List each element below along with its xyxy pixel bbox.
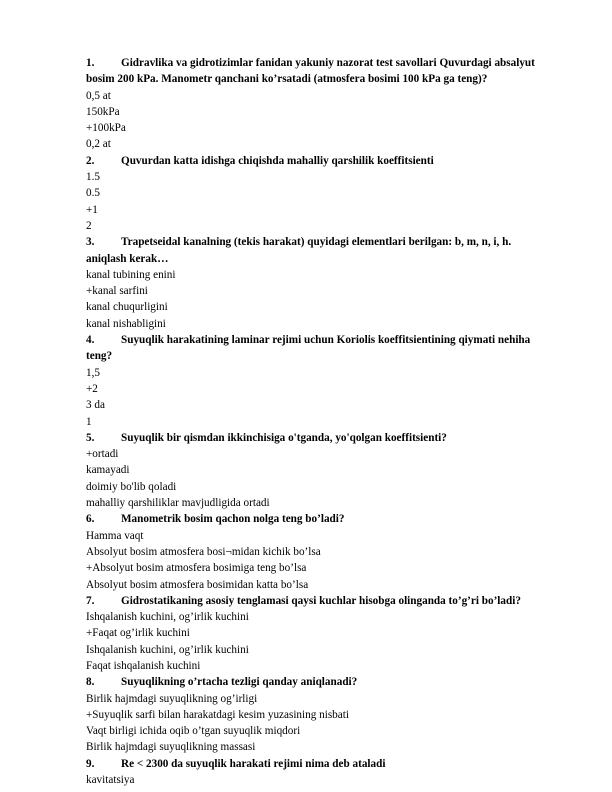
- answer-option: mahalliy qarshiliklar mavjudligida ortadi: [86, 497, 270, 510]
- answer-option: +1: [86, 203, 98, 216]
- question-text: [86, 153, 571, 169]
- question-text: [86, 674, 571, 690]
- answer-option: Absolyut bosim atmosfera bosi¬midan kichik bo’lsa: [86, 545, 321, 558]
- answer-option: 0.5: [86, 187, 100, 200]
- answer-option: Hamma vaqt: [86, 529, 144, 542]
- answer-option: 0,2 at: [86, 138, 111, 151]
- question-text-line1: Gidravlika va gidrotizimlar fanidan yakuniy nazorat test savollari Quvurdagi absalyut: [121, 57, 535, 69]
- answer-option: +Suyuqlik sarfi bilan harakatdagi kesim yuzasining nisbati: [86, 708, 349, 721]
- question-text: [86, 593, 571, 609]
- answer-option: 0,5 at: [86, 89, 111, 102]
- question-block: [86, 674, 571, 755]
- question-text: [86, 55, 571, 88]
- question-text-line1: Gidrostatikaning asosiy tenglamasi qaysi kuchlar hisobga olinganda to’g’ri bo’ladi?: [121, 594, 521, 607]
- answer-option: +kanal sarfini: [86, 285, 148, 298]
- answer-option: +100kPa: [86, 122, 126, 135]
- question-block: [86, 55, 571, 153]
- question-text-line1: Suyuqlikning o’rtacha tezligi qanday aniqlanadi?: [121, 676, 358, 689]
- question-number: 5.: [86, 431, 95, 444]
- question-text-line1: Manometrik bosim qachon nolga teng bo’ladi?: [121, 513, 345, 526]
- answer-option: doimiy bo'lib qoladi: [86, 480, 177, 493]
- answer-option: kanal nishabligini: [86, 317, 166, 330]
- question-number: 3.: [86, 236, 95, 249]
- question-text-line1: Trapetseidal kanalning (tekis harakat) quyidagi elementlari berilgan: b, m, n, i, h.: [121, 236, 512, 249]
- question-block: [86, 332, 571, 430]
- answer-option: +2: [86, 382, 98, 395]
- question-number: 9.: [86, 757, 95, 770]
- answer-option: +Faqat og’irlik kuchini: [86, 627, 190, 640]
- question-number: 1.: [86, 57, 95, 69]
- answer-option: kanal chuqurligini: [86, 301, 168, 314]
- answer-option: 2: [86, 219, 92, 232]
- question-text: [86, 430, 571, 446]
- answer-option: 1: [86, 415, 92, 428]
- question-block: [86, 756, 571, 789]
- answer-option: Absolyut bosim atmosfera bosimidan katta bo’lsa: [86, 578, 309, 591]
- question-block: [86, 153, 571, 234]
- answer-option: 150kPa: [86, 105, 120, 118]
- question-text-line1: Re < 2300 da suyuqlik harakati rejimi nima deb ataladi: [121, 757, 386, 770]
- question-number: 7.: [86, 594, 95, 607]
- answer-option: 1,5: [86, 366, 100, 379]
- question-list: [86, 55, 571, 788]
- answer-option: Vaqt birligi ichida oqib o’tgan suyuqlik miqdori: [86, 725, 301, 738]
- answer-option: Ishqalanish kuchini, og’irlik kuchini: [86, 643, 249, 656]
- answer-option: Birlik hajmdagi suyuqlikning og’irligi: [86, 692, 258, 705]
- question-text-line2: teng?: [86, 350, 113, 363]
- question-number: 2.: [86, 154, 95, 167]
- question-text-line1: Quvurdan katta idishga chiqishda mahalliy qarshilik koeffitsienti: [121, 154, 434, 167]
- question-number: 8.: [86, 676, 95, 689]
- answer-option: Faqat ishqalanish kuchini: [86, 659, 201, 672]
- question-text: [86, 332, 571, 365]
- answer-option: Ishqalanish kuchini, og’irlik kuchini: [86, 611, 249, 624]
- question-block: [86, 511, 571, 592]
- answer-option: kanal tubining enini: [86, 268, 176, 281]
- answer-option: +Absolyut bosim atmosfera bosimiga teng bo’lsa: [86, 562, 307, 575]
- question-text-line2: bosim 200 kPa. Manometr qanchani ko’rsatadi (atmosfera bosimi 100 kPa ga teng)?: [86, 73, 488, 86]
- question-text: [86, 756, 571, 772]
- answer-option: kavitatsiya: [86, 774, 135, 787]
- question-number: 6.: [86, 513, 95, 526]
- question-text: [86, 234, 571, 267]
- question-block: [86, 430, 571, 511]
- question-text: [86, 511, 571, 527]
- question-text-line1: Suyuqlik bir qismdan ikkinchisiga o'tganda, yo'qolgan koeffitsienti?: [121, 431, 447, 444]
- question-block: [86, 593, 571, 674]
- answer-option: Birlik hajmdagi suyuqlikning massasi: [86, 741, 256, 754]
- answer-option: 3 da: [86, 399, 105, 412]
- answer-option: +ortadi: [86, 448, 119, 461]
- question-text-line1: Suyuqlik harakatining laminar rejimi uchun Koriolis koeffitsientining qiymati nehiha: [121, 334, 531, 347]
- question-text-line2: aniqlash kerak…: [86, 252, 169, 265]
- question-number: 4.: [86, 334, 95, 347]
- answer-option: 1.5: [86, 171, 100, 184]
- answer-option: kamayadi: [86, 464, 130, 477]
- question-block: [86, 234, 571, 332]
